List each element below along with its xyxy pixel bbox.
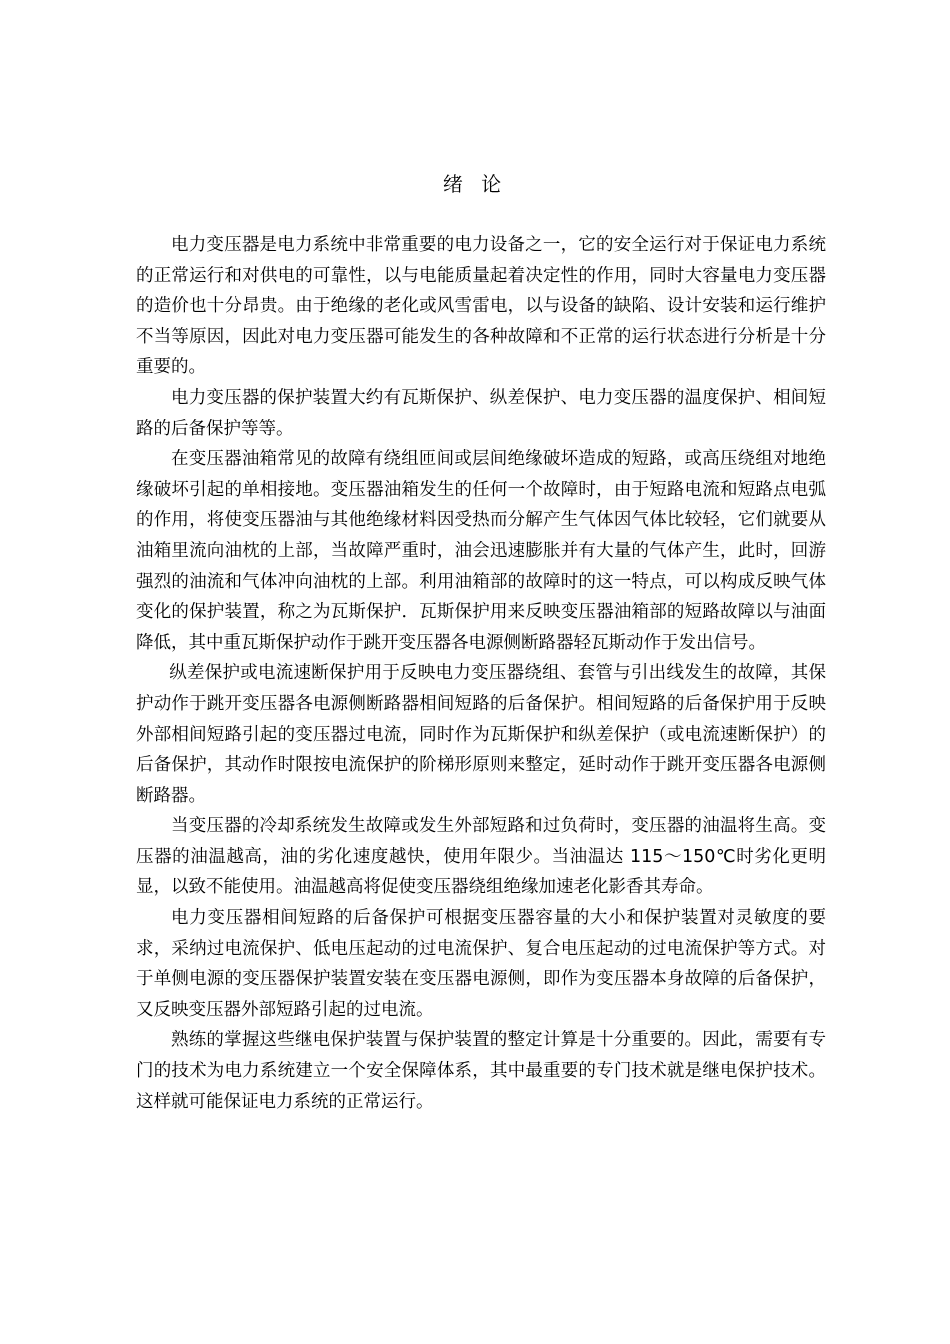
paragraph-5: 当变压器的冷却系统发生故障或发生外部短路和过负荷时，变压器的油温将生高。变压器的油温越高，油的劣化速度越快，使用年限少。当油温达 115～150℃时劣化更明显，以致不能使用。油温越高将促使变压器绕组绝缘加速老化影香其寿命。	[136, 816, 826, 898]
paragraph-1: 电力变压器是电力系统中非常重要的电力设备之一，它的安全运行对于保证电力系统的正常运行和对供电的可靠性，以与电能质量起着决定性的作用，同时大容量电力变压器的造价也十分昂贵。由于绝缘的老化或风雪雷电，以与设备的缺陷、设计安装和运行维护不当等原因，因此对电力变压器可能发生的各种故障和不正常的运行状态进行分析是十分重要的。	[136, 235, 826, 378]
page-title: 绪 论	[442, 172, 508, 196]
document-body	[136, 230, 826, 1117]
paragraph-6: 电力变压器相间短路的后备保护可根据变压器容量的大小和保护装置对灵敏度的要求，采纳过电流保护、低电压起动的过电流保护、复合电压起动的过电流保护等方式。对于单侧电源的变压器保护装置安装在变压器电源侧，即作为变压器本身故障的后备保护，又反映变压器外部短路引起的过电流。	[136, 908, 826, 1020]
paragraph-2: 电力变压器的保护装置大约有瓦斯保护、纵差保护、电力变压器的温度保护、相间短路的后备保护等等。	[136, 387, 826, 439]
paragraph-7: 熟练的掌握这些继电保护装置与保护装置的整定计算是十分重要的。因此，需要有专门的技术为电力系统建立一个安全保障体系，其中最重要的专门技术就是继电保护技术。这样就可能保证电力系统的正常运行。	[136, 1030, 826, 1112]
paragraph-3: 在变压器油箱常见的故障有绕组匝间或层间绝缘破坏造成的短路，或高压绕组对地绝缘破坏引起的单相接地。变压器油箱发生的任何一个故障时，由于短路电流和短路点电弧的作用，将使变压器油与其他绝缘材料因受热而分解产生气体因气体比较轻，它们就要从油箱里流向油枕的上部，当故障严重时，油会迅速膨胀并有大量的气体产生，此时，回游强烈的油流和气体冲向油枕的上部。利用油箱部的故障时的这一特点，可以构成反映气体变化的保护装置，称之为瓦斯保护．瓦斯保护用来反映变压器油箱部的短路故障以与油面降低，其中重瓦斯保护动作于跳开变压器各电源侧断路器轻瓦斯动作于发出信号。	[136, 449, 826, 653]
paragraph-4: 纵差保护或电流速断保护用于反映电力变压器绕组、套管与引出线发生的故障，其保护动作于跳开变压器各电源侧断路器相间短路的后备保护。相间短路的后备保护用于反映外部相间短路引起的变压器过电流，同时作为瓦斯保护和纵差保护（或电流速断保护）的后备保护，其动作时限按电流保护的阶梯形原则来整定，延时动作于跳开变压器各电源侧断路器。	[136, 663, 826, 806]
